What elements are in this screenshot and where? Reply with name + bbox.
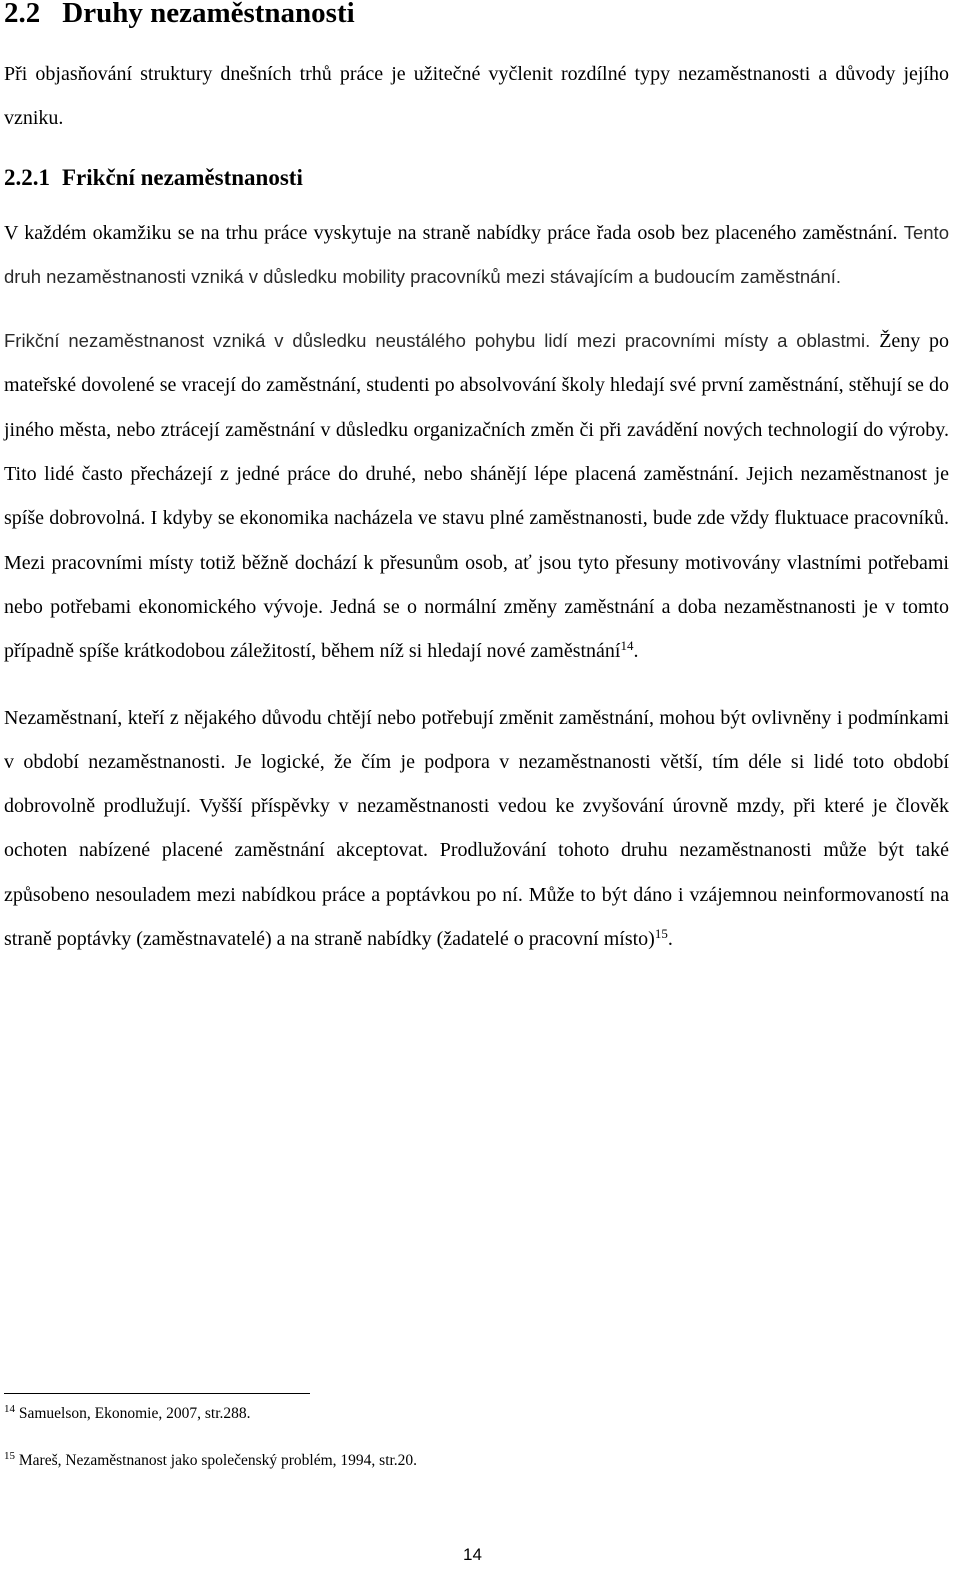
paragraph-2-lead: Frikční nezaměstnanost vzniká v důsledku neustálého pohybu lidí mezi pracovními místy a oblastmi. [4,330,880,352]
subsection-title: Frikční nezaměstnanosti [62,164,303,190]
paragraph-2 [4,319,949,673]
section-heading [4,0,949,30]
section-number: 2.2 [4,0,41,29]
document-page [4,0,949,961]
paragraph-3-text: Nezaměstnaní, kteří z nějakého důvodu chtějí nebo potřebují změnit zaměstnání, mohou být ovlivněny i podmínkami v období nezaměstnanosti. Je logické, že čím je podpora v nezaměstnanosti větší, tím déle si lidé toto období dobrovolně prodlužují. Vyšší příspěvky v nezaměstnanosti vedou ke zvyšování úrovně mzdy, při které je člověk ochoten nabízené placené zaměstnání akceptovat. Prodlužování tohoto druhu nezaměstnanosti může být také způsobeno nesouladem mezi nabídkou práce a poptávkou po ní. Může to být dáno i vzájemnou neinformovaností na straně poptávky (zaměstnavatelé) a na straně nabídky (žadatelé o pracovní místo) [4,706,949,951]
footnote-text: Samuelson, Ekonomie, 2007, str.288. [18,1405,251,1422]
footnote-15 [4,1451,417,1471]
paragraph-2-rest: Ženy po mateřské dovolené se vracejí do zaměstnání, studenti po absolvování školy hledají své první zaměstnání, stěhují se do jiného města, nebo ztrácejí zaměstnání v důsledku organizačních změn či při zavádění nových technologií do výroby. Tito lidé často přecházejí z jedné práce do druhé, nebo shánějí lépe placená zaměstnání. Jejich nezaměstnanost je spíše dobrovolná. I kdyby se ekonomika nacházela ve stavu plné zaměstnanosti, bude zde vždy fluktuace pracovníků. Mezi pracovními místy totiž běžně dochází k přesunům osob, ať jsou tyto přesuny motivovány vlastními potřebami nebo potřebami ekonomického vývoje. Jedná se o normální změny zaměstnání a doba nezaměstnanosti je v tomto případně spíše krátkodobou záležitostí, během níž si hledají nové zaměstnání [4,330,950,663]
page-number: 14 [463,1545,482,1564]
footnote-text: Mareš, Nezaměstnanost jako společenský problém, 1994, str.20. [18,1452,418,1469]
footnote-number: 15 [4,1450,15,1462]
footnote-ref-15[interactable]: 15 [654,926,668,942]
paragraph-1-rest: Tento druh nezaměstnanosti vzniká v důsledku mobility pracovníků mezi stávajícím a budoucím zaměstnání. [4,221,949,287]
subsection-heading [4,163,949,193]
paragraph-1-lead: V každém okamžiku se na trhu práce vyskytuje na straně nabídky práce řada osob bez placeného zaměstnání. [4,221,904,244]
section-title: Druhy nezaměstnanosti [62,0,355,29]
footnote-number: 14 [4,1403,15,1415]
footnote-separator [4,1393,310,1394]
footnote-ref-14[interactable]: 14 [620,638,634,654]
paragraph-3 [4,696,949,962]
paragraph-2-end: . [633,640,639,663]
footnote-14 [4,1404,251,1424]
paragraph-1 [4,211,949,300]
subsection-number: 2.2.1 [4,164,50,190]
paragraph-3-end: . [667,928,673,951]
intro-paragraph: Při objasňování struktury dnešních trhů práce je užitečné vyčlenit rozdílné typy nezaměstnanosti a důvody jejího vzniku. [4,63,949,130]
